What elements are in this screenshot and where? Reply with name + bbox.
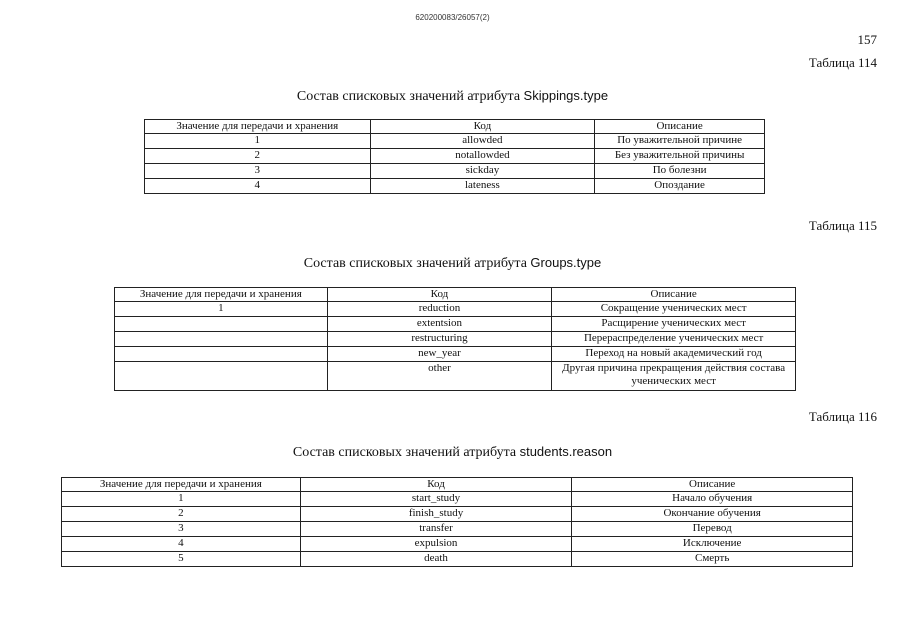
table-114-title-attr: Skippings.type	[523, 88, 609, 103]
table-cell: Переход на новый академический год	[552, 347, 796, 362]
table-cell: Начало обучения	[572, 492, 853, 507]
table-row	[145, 149, 765, 164]
table-cell	[115, 347, 328, 362]
table-cell: 4	[145, 179, 371, 194]
table-116-label: Таблица 116	[808, 409, 877, 424]
table-cell: lateness	[370, 179, 595, 194]
column-header: Значение для передачи и хранения	[62, 478, 301, 492]
table-cell: restructuring	[327, 332, 552, 347]
table-115-title-attr: Groups.type	[530, 255, 602, 270]
table-115-title	[0, 255, 905, 272]
table-row	[62, 537, 853, 552]
table-cell: Сокращение ученических мест	[552, 302, 796, 317]
table-row	[115, 347, 796, 362]
table-cell: Смерть	[572, 552, 853, 567]
table-115-title-prefix: Состав списковых значений атрибута	[303, 256, 531, 271]
table-row	[62, 507, 853, 522]
table-cell	[115, 332, 328, 347]
column-header: Код	[370, 120, 595, 134]
table-cell: Другая причина прекращения действия состава ученических мест	[552, 362, 796, 391]
table-116	[61, 477, 853, 567]
table-row	[145, 164, 765, 179]
table-cell: Расщирение ученических мест	[552, 317, 796, 332]
table-cell: start_study	[300, 492, 572, 507]
table-header-row	[145, 120, 765, 134]
table-cell: Перевод	[572, 522, 853, 537]
table-116-title-prefix: Состав списковых значений атрибута	[292, 445, 520, 460]
table-cell: new_year	[327, 347, 552, 362]
table-cell	[115, 317, 328, 332]
table-cell: other	[327, 362, 552, 391]
table-cell: extentsion	[327, 317, 552, 332]
page-number: 157	[857, 32, 877, 47]
table-cell: 1	[62, 492, 301, 507]
table-cell: По болезни	[595, 164, 765, 179]
column-header: Описание	[595, 120, 765, 134]
table-cell: 3	[62, 522, 301, 537]
table-cell: 1	[145, 134, 371, 149]
table-cell: По уважительной причине	[595, 134, 765, 149]
table-row	[145, 179, 765, 194]
table-cell: allowded	[370, 134, 595, 149]
table-header-row	[62, 478, 853, 492]
table-row	[115, 362, 796, 391]
table-114-title	[0, 88, 905, 105]
column-header: Описание	[552, 288, 796, 302]
table-cell: Исключение	[572, 537, 853, 552]
table-114-title-prefix: Состав списковых значений атрибута	[296, 89, 524, 104]
table-cell: 3	[145, 164, 371, 179]
column-header: Описание	[572, 478, 853, 492]
table-cell: 4	[62, 537, 301, 552]
table-row	[115, 332, 796, 347]
table-cell: 2	[62, 507, 301, 522]
table-row	[62, 492, 853, 507]
table-row	[115, 317, 796, 332]
document-id: 620200083/26057(2)	[415, 13, 490, 22]
table-116-title	[0, 444, 905, 461]
table-115-label: Таблица 115	[808, 218, 877, 233]
table-row	[115, 302, 796, 317]
table-cell: Опоздание	[595, 179, 765, 194]
column-header: Значение для передачи и хранения	[145, 120, 371, 134]
table-cell: 2	[145, 149, 371, 164]
table-cell: notallowded	[370, 149, 595, 164]
table-cell: transfer	[300, 522, 572, 537]
table-cell: sickday	[370, 164, 595, 179]
table-116-title-attr: students.reason	[519, 444, 613, 459]
table-row	[62, 522, 853, 537]
table-cell: reduction	[327, 302, 552, 317]
table-row	[145, 134, 765, 149]
table-cell: expulsion	[300, 537, 572, 552]
table-cell: death	[300, 552, 572, 567]
table-cell: Без уважительной причины	[595, 149, 765, 164]
table-cell: finish_study	[300, 507, 572, 522]
table-114-label: Таблица 114	[808, 55, 877, 70]
column-header: Код	[327, 288, 552, 302]
table-header-row	[115, 288, 796, 302]
table-cell: Окончание обучения	[572, 507, 853, 522]
table-cell	[115, 362, 328, 391]
table-row	[62, 552, 853, 567]
table-cell: Перераспределение ученических мест	[552, 332, 796, 347]
column-header: Код	[300, 478, 572, 492]
column-header: Значение для передачи и хранения	[115, 288, 328, 302]
table-cell: 5	[62, 552, 301, 567]
table-114	[144, 119, 765, 194]
table-cell: 1	[115, 302, 328, 317]
table-115	[114, 287, 796, 391]
